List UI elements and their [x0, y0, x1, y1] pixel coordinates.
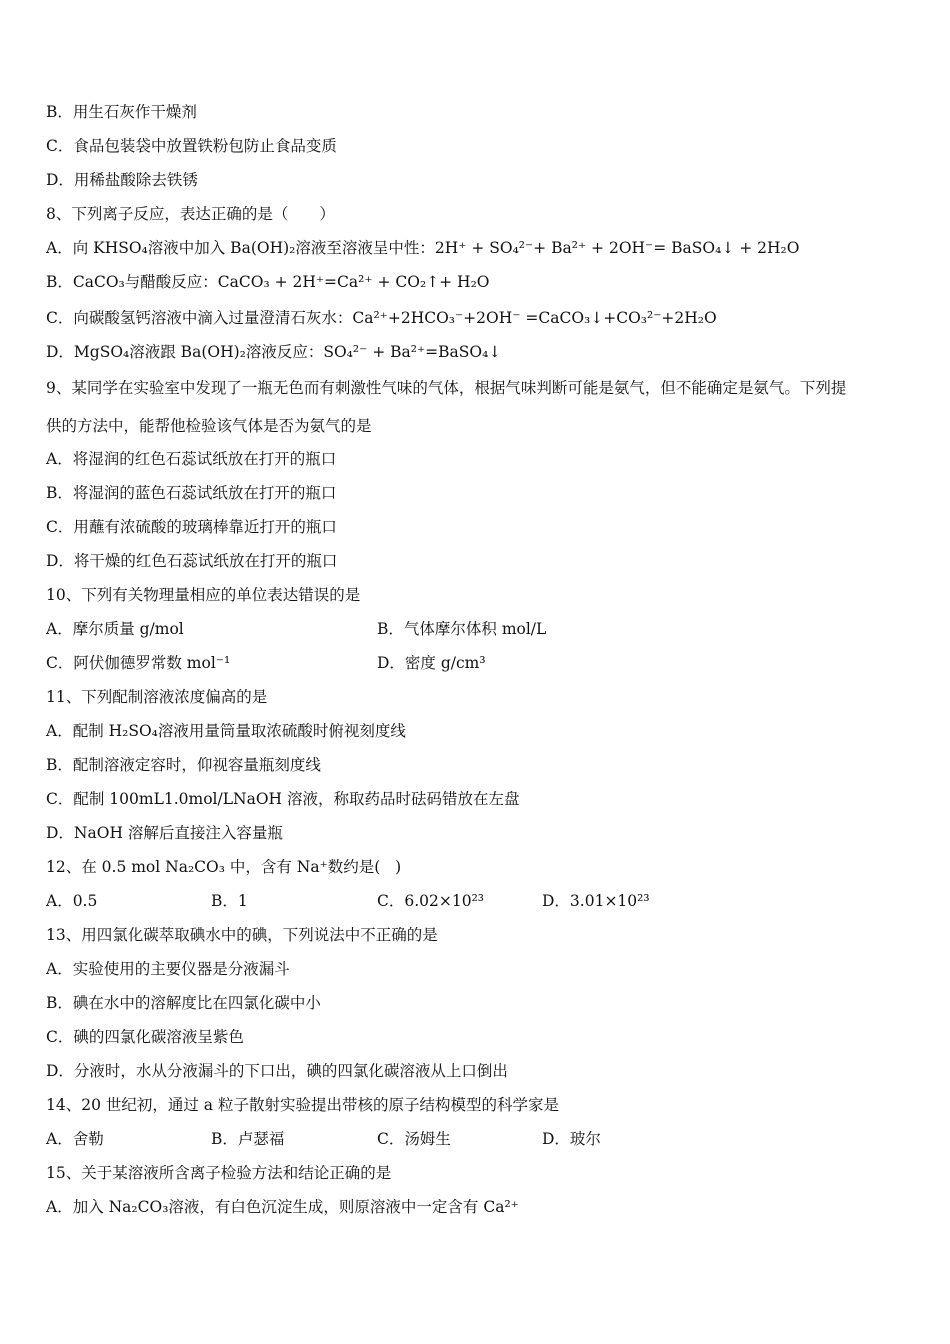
q14-stem: 14、20 世纪初，通过 a 粒子散射实验提出带核的原子结构模型的科学家是: [46, 1096, 559, 1114]
q9-option-d: D．将干燥的红色石蕊试纸放在打开的瓶口: [46, 552, 338, 570]
q13-option-d: D．分液时，水从分液漏斗的下口出，碘的四氯化碳溶液从上口倒出: [46, 1062, 508, 1080]
q10-option-d: D．密度 g/cm³: [377, 654, 486, 672]
q12-option-c: C．6.02×10²³: [377, 892, 485, 910]
q8-option-c: C．向碳酸氢钙溶液中滴入过量澄清石灰水：Ca²⁺+2HCO₃⁻+2OH⁻ =CaCO₃↓+CO₃²⁻+2H₂O: [46, 309, 717, 327]
q9-stem: 9、某同学在实验室中发现了一瓶无色而有刺激性气味的气体，根据气味判断可能是氨气，但不能确定是氨气。下列提: [46, 379, 847, 397]
q12-option-b: B．1: [211, 892, 248, 910]
q12-option-d: D．3.01×10²³: [542, 892, 650, 910]
q13-option-c: C．碘的四氯化碳溶液呈紫色: [46, 1028, 244, 1046]
q12-stem: 12、在 0.5 mol Na₂CO₃ 中，含有 Na⁺数约是( ): [46, 858, 402, 876]
q9-option-a: A．将湿润的红色石蕊试纸放在打开的瓶口: [46, 450, 337, 468]
q10-stem: 10、下列有关物理量相应的单位表达错误的是: [46, 586, 361, 604]
q11-option-d: D．NaOH 溶解后直接注入容量瓶: [46, 824, 283, 842]
q8-stem: 8、下列离子反应，表达正确的是（ ）: [46, 205, 335, 223]
q10-option-c: C．阿伏伽德罗常数 mol⁻¹: [46, 654, 231, 672]
q15-stem: 15、关于某溶液所含离子检验方法和结论正确的是: [46, 1164, 392, 1182]
q7-option-c: C．食品包装袋中放置铁粉包防止食品变质: [46, 137, 337, 155]
q7-option-b: B．用生石灰作干燥剂: [46, 103, 197, 121]
q7-option-d: D．用稀盐酸除去铁锈: [46, 171, 198, 189]
q10-option-a: A．摩尔质量 g/mol: [46, 620, 184, 638]
q8-option-a: A．向 KHSO₄溶液中加入 Ba(OH)₂溶液至溶液呈中性：2H⁺ + SO₄²⁻+ Ba²⁺ + 2OH⁻= BaSO₄↓ + 2H₂O: [46, 239, 800, 257]
q13-stem: 13、用四氯化碳萃取碘水中的碘，下列说法中不正确的是: [46, 926, 438, 944]
q9-option-c: C．用蘸有浓硫酸的玻璃棒靠近打开的瓶口: [46, 518, 337, 536]
q14-option-c: C．汤姆生: [377, 1130, 451, 1148]
q12-option-a: A．0.5: [46, 892, 98, 910]
q11-option-c: C．配制 100mL1.0mol/LNaOH 溶液，称取药品时砝码错放在左盘: [46, 790, 520, 808]
q9-option-b: B．将湿润的蓝色石蕊试纸放在打开的瓶口: [46, 484, 337, 502]
q11-stem: 11、下列配制溶液浓度偏高的是: [46, 688, 268, 706]
q8-option-b: B．CaCO₃与醋酸反应：CaCO₃ + 2H⁺=Ca²⁺ + CO₂↑+ H₂O: [46, 273, 490, 291]
q8-option-d: D．MgSO₄溶液跟 Ba(OH)₂溶液反应：SO₄²⁻ + Ba²⁺=BaSO₄↓: [46, 343, 502, 361]
q13-option-b: B．碘在水中的溶解度比在四氯化碳中小: [46, 994, 321, 1012]
q14-option-d: D．玻尔: [542, 1130, 601, 1148]
q9-stem-continued: 供的方法中，能帮他检验该气体是否为氨气的是: [46, 417, 372, 435]
q11-option-a: A．配制 H₂SO₄溶液用量筒量取浓硫酸时俯视刻度线: [46, 722, 406, 740]
q14-option-b: B．卢瑟福: [211, 1130, 285, 1148]
q15-option-a: A．加入 Na₂CO₃溶液，有白色沉淀生成，则原溶液中一定含有 Ca²⁺: [46, 1198, 519, 1216]
q13-option-a: A．实验使用的主要仪器是分液漏斗: [46, 960, 290, 978]
q14-option-a: A．舍勒: [46, 1130, 104, 1148]
q11-option-b: B．配制溶液定容时，仰视容量瓶刻度线: [46, 756, 321, 774]
q10-option-b: B．气体摩尔体积 mol/L: [377, 620, 547, 638]
